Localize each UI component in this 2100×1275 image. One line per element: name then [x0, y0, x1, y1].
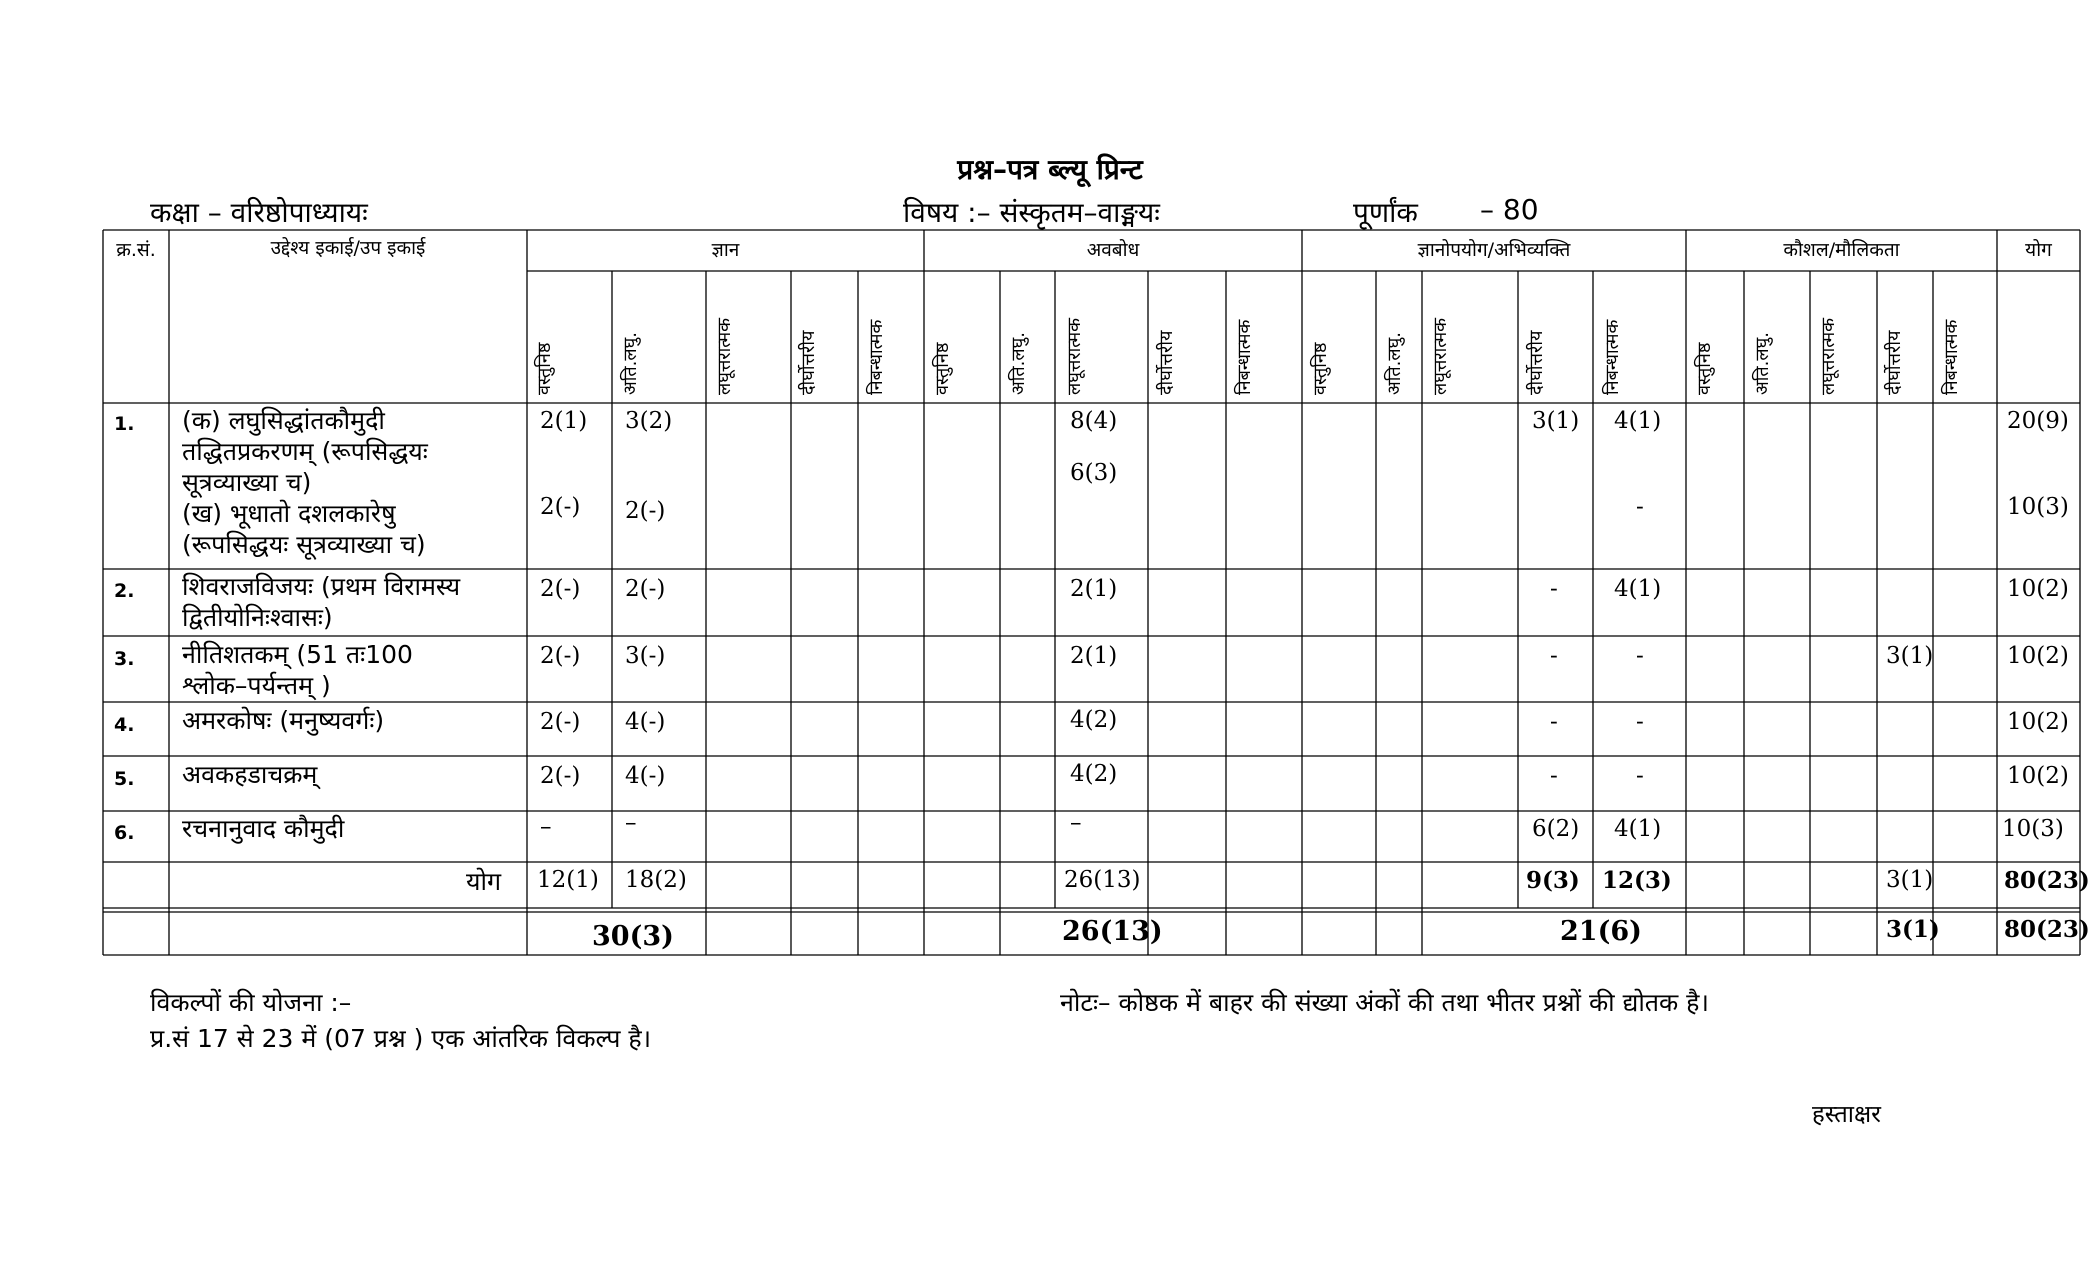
table-cell: 9(3)	[1526, 867, 1580, 894]
table-cell: 12(1)	[537, 867, 599, 893]
subcol-long: दीर्घोत्तरीय	[1156, 330, 1177, 395]
table-cell: -	[1550, 763, 1558, 789]
table-cell: 3(2)	[625, 408, 673, 434]
col-header-sno: क्र.सं.	[116, 239, 156, 261]
sum-row-label: योग	[466, 867, 502, 896]
subcol-objective: वस्तुनिष्ठ	[932, 342, 953, 395]
topic-line: श्लोक–पर्यन्तम् )	[182, 671, 331, 700]
row-4-sno: 4.	[114, 714, 135, 736]
table-cell: 2(-)	[540, 494, 581, 520]
table-cell: 2(1)	[1070, 643, 1118, 669]
subcol-objective: वस्तुनिष्ठ	[1694, 342, 1715, 395]
subcol-essay: निबन्धात्मक	[1941, 319, 1962, 395]
table-cell: 4(2)	[1070, 761, 1118, 787]
subcol-objective: वस्तुनिष्ठ	[534, 342, 555, 395]
topic-line: (क) लघुसिद्धांतकौमुदी	[182, 406, 385, 435]
subcol-essay: निबन्धात्मक	[1234, 319, 1255, 395]
group-header-skill: कौशल/मौलिकता	[1783, 239, 1900, 261]
signature-label: हस्ताक्षर	[1812, 1100, 1881, 1128]
subcol-essay: निबन्धात्मक	[1602, 319, 1623, 395]
subcol-short: लघूत्तरात्मक	[714, 318, 735, 395]
table-cell: 4(-)	[625, 763, 666, 789]
subcol-very-short: अति.लघु.	[1008, 332, 1029, 395]
table-cell: -	[1636, 643, 1644, 669]
page-title: प्रश्न–पत्र ब्ल्यू प्रिन्ट	[957, 153, 1143, 186]
subcol-long: दीर्घोत्तरीय	[1884, 330, 1905, 395]
class-label: कक्षा – वरिष्ठोपाध्यायः	[150, 196, 368, 229]
table-cell: 2(-)	[540, 709, 581, 735]
table-cell: 2(-)	[540, 643, 581, 669]
col-header-total: योग	[2025, 239, 2052, 261]
table-cell: 2(-)	[625, 576, 666, 602]
table-cell: 3(-)	[625, 643, 666, 669]
topic-line: शिवराजविजयः (प्रथम विरामस्य	[182, 572, 461, 601]
table-cell: 6(3)	[1070, 460, 1118, 486]
subcol-very-short: अति.लघु.	[1752, 332, 1773, 395]
table-cell: 80(23)	[2004, 867, 2090, 894]
table-cell: 4(-)	[625, 709, 666, 735]
row-2-sno: 2.	[114, 580, 135, 602]
table-cell: 4(2)	[1070, 707, 1118, 733]
table-cell: 10(2)	[2007, 763, 2069, 789]
table-cell: 18(2)	[625, 867, 687, 893]
subcol-objective: वस्तुनिष्ठ	[1310, 342, 1331, 395]
row-5-sno: 5.	[114, 768, 135, 790]
subcol-long: दीर्घोत्तरीय	[1526, 330, 1547, 395]
table-cell: -	[1636, 763, 1644, 789]
footnote: नोटः– कोष्ठक में बाहर की संख्या अंकों की तथा भीतर प्रश्नों की द्योतक है।	[1060, 988, 1709, 1017]
subcol-very-short: अति.लघु.	[620, 332, 641, 395]
table-cell: 26(13)	[1064, 867, 1141, 893]
group-total-application: 21(6)	[1560, 916, 1642, 947]
table-cell: 4(1)	[1614, 408, 1662, 434]
subcol-long: दीर्घोत्तरीय	[798, 330, 819, 395]
table-cell: 10(2)	[2007, 576, 2069, 602]
table-cell: 20(9)	[2007, 408, 2069, 434]
table-cell: 2(1)	[1070, 576, 1118, 602]
subject-label: विषय :– संस्कृतम–वाङ्मयः	[903, 196, 1160, 229]
table-cell: 3(1)	[1532, 408, 1580, 434]
table-cell: –	[540, 814, 552, 840]
group-header-understanding: अवबोध	[1086, 239, 1140, 261]
row-1-sno: 1.	[114, 413, 135, 435]
table-cell: 2(-)	[540, 763, 581, 789]
table-cell: 10(3)	[2002, 816, 2064, 842]
row-6-sno: 6.	[114, 822, 135, 844]
table-cell: 10(3)	[2007, 494, 2069, 520]
row-2-topic	[182, 571, 460, 633]
table-cell: 10(2)	[2007, 643, 2069, 669]
topic-line: अवकहडाचक्रम्	[182, 760, 318, 789]
topic-line: तद्धितप्रकरणम् (रूपसिद्धयः	[182, 437, 428, 466]
total-marks-label: पूर्णांक	[1353, 196, 1418, 229]
table-cell: -	[1550, 709, 1558, 735]
table-cell: 10(2)	[2007, 709, 2069, 735]
topic-line: द्वितीयोनिःश्वासः)	[182, 603, 333, 632]
table-cell: 4(1)	[1614, 816, 1662, 842]
table-cell: 3(1)	[1886, 643, 1934, 669]
options-scheme-title: विकल्पों की योजना :–	[150, 988, 352, 1017]
group-total-overall: 80(23)	[2004, 916, 2090, 943]
subcol-short: लघूत्तरात्मक	[1064, 318, 1085, 395]
table-cell: -	[1550, 576, 1558, 602]
row-5-topic	[182, 759, 317, 790]
topic-line: अमरकोषः (मनुष्यवर्गः)	[182, 706, 385, 735]
group-header-knowledge: ज्ञान	[711, 239, 740, 261]
topic-line: (ख) भूधातो दशलकारेषु	[182, 499, 396, 528]
subcol-very-short: अति.लघु.	[1384, 332, 1405, 395]
table-cell: 2(1)	[540, 408, 588, 434]
table-cell: –	[625, 810, 637, 836]
table-cell: 2(-)	[625, 498, 666, 524]
col-header-unit: उद्देश्य इकाई/उप इकाई	[270, 237, 426, 259]
row-1-topic	[182, 405, 428, 560]
table-cell: 8(4)	[1070, 408, 1118, 434]
row-6-topic	[182, 813, 344, 844]
topic-line: रचनानुवाद कौमुदी	[182, 814, 345, 843]
table-cell: -	[1636, 494, 1644, 520]
row-3-topic	[182, 639, 413, 701]
table-cell: 4(1)	[1614, 576, 1662, 602]
row-3-sno: 3.	[114, 648, 135, 670]
group-total-skill: 3(1)	[1886, 916, 1940, 943]
topic-line: (रूपसिद्धयः सूत्रव्याख्या च)	[182, 530, 426, 559]
group-total-understanding: 26(13)	[1062, 916, 1163, 947]
table-cell: -	[1636, 709, 1644, 735]
subcol-essay: निबन्धात्मक	[866, 319, 887, 395]
row-4-topic	[182, 705, 384, 736]
group-header-application: ज्ञानोपयोग/अभिव्यक्ति	[1417, 239, 1571, 261]
options-scheme-text: प्र.सं 17 से 23 में (07 प्रश्न ) एक आंतरिक विकल्प है।	[150, 1024, 652, 1053]
table-cell: 6(2)	[1532, 816, 1580, 842]
table-cell: -	[1550, 643, 1558, 669]
topic-line: नीतिशतकम् (51 तः100	[182, 640, 413, 669]
table-cell: 3(1)	[1886, 867, 1934, 893]
total-marks-value: – 80	[1480, 193, 1539, 226]
topic-line: सूत्रव्याख्या च)	[182, 468, 312, 497]
subcol-short: लघूत्तरात्मक	[1430, 318, 1451, 395]
table-cell: –	[1070, 810, 1082, 836]
subcol-short: लघूत्तरात्मक	[1818, 318, 1839, 395]
table-cell: 12(3)	[1602, 867, 1672, 894]
group-total-knowledge: 30(3)	[592, 921, 674, 952]
table-cell: 2(-)	[540, 576, 581, 602]
